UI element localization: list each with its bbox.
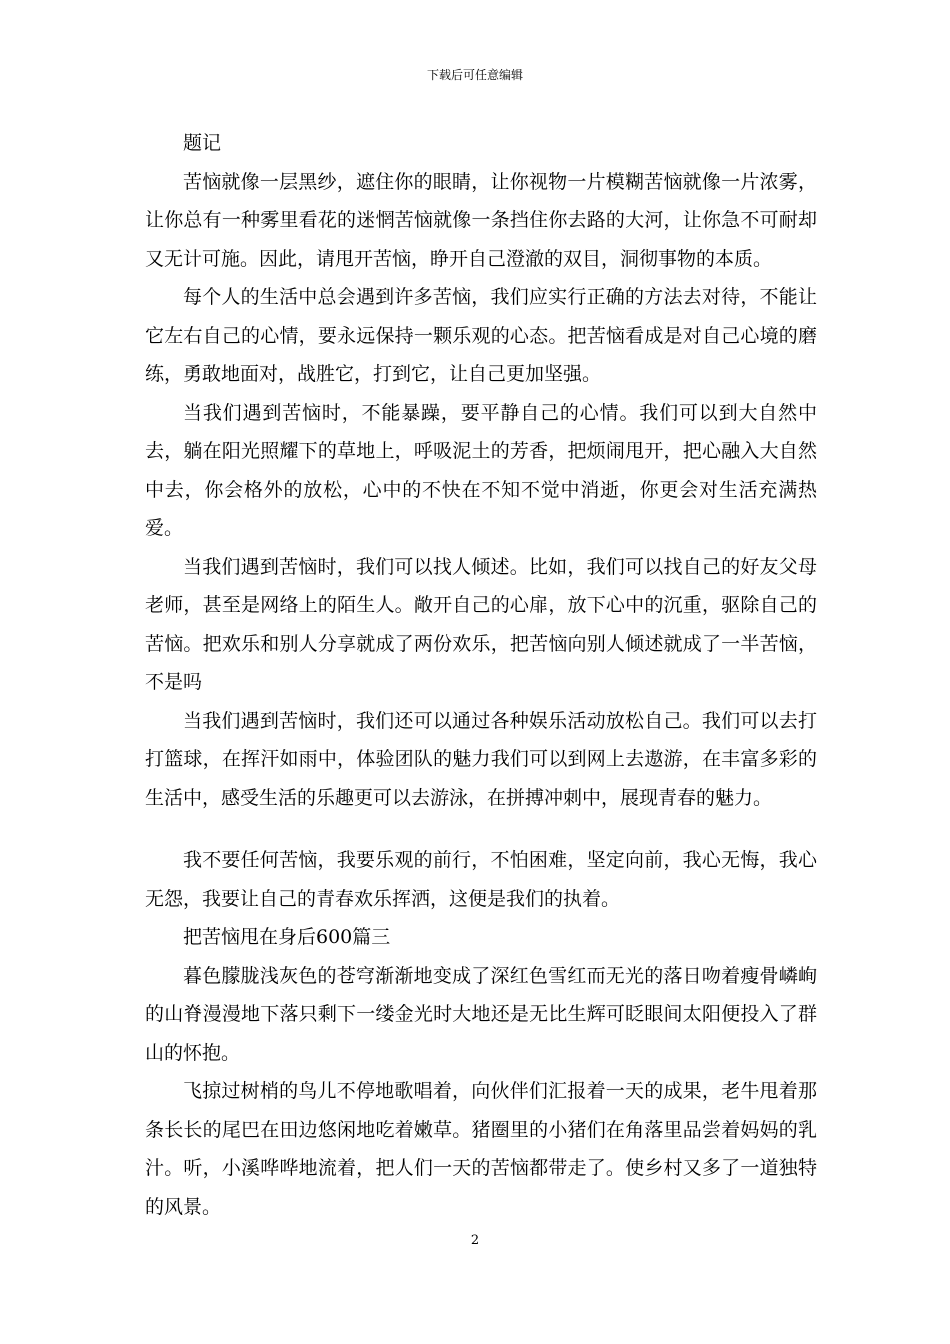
paragraph: 当我们遇到苦恼时，我们还可以通过各种娱乐活动放松自己。我们可以去打打篮球，在挥汗如雨中，体验团队的魅力我们可以到网上去遨游，在丰富多彩的生活中，感受生活的乐趣更可以去游泳，在拼搏冲刺中，展现青春的魅力。 [145,709,817,809]
paragraph-title-note: 题记 [183,132,222,154]
paragraph-spacer [145,817,817,841]
page-number: 2 [470,1233,480,1248]
paragraph: 每个人的生活中总会遇到许多苦恼，我们应实行正确的方法去对待，不能让它左右自己的心情，要永远保持一颗乐观的心态。把苦恼看成是对自己心境的磨练，勇敢地面对，战胜它，打到它，让自己更加坚强。 [145,286,817,385]
paragraph: 暮色朦胧浅灰色的苍穹渐渐地变成了深红色雪红而无光的落日吻着瘦骨嶙峋的山脊漫漫地下落只剩下一缕金光时大地还是无比生辉可眨眼间太阳便投入了群山的怀抱。 [145,964,817,1064]
section-heading: 把苦恼甩在身后600篇三 [183,926,391,948]
page-header: 下载后可任意编辑 [426,68,523,82]
paragraph: 苦恼就像一层黑纱，遮住你的眼睛，让你视物一片模糊苦恼就像一片浓雾，让你总有一种雾里看花的迷惘苦恼就像一条挡住你去路的大河，让你急不可耐却又无计可施。因此，请甩开苦恼，睁开自己澄澈的双目，洞彻事物的本质。 [145,170,817,270]
document-body [145,124,817,1226]
paragraph: 我不要任何苦恼，我要乐观的前行，不怕困难，坚定向前，我心无悔，我心无怨，我要让自己的青春欢乐挥洒，这便是我们的执着。 [145,849,817,910]
paragraph: 当我们遇到苦恼时，我们可以找人倾述。比如，我们可以找自己的好友父母老师，甚至是网络上的陌生人。敞开自己的心扉，放下心中的沉重，驱除自己的苦恼。把欢乐和别人分享就成了两份欢乐，把苦恼向别人倾述就成了一半苦恼，不是吗 [145,555,817,693]
paragraph: 飞掠过树梢的鸟儿不停地歌唱着，向伙伴们汇报着一天的成果，老牛甩着那条长长的尾巴在田边悠闲地吃着嫩草。猪圈里的小猪们在角落里品尝着妈妈的乳汁。听，小溪哗哗地流着，把人们一天的苦恼都带走了。使乡村又多了一道独特的风景。 [145,1080,817,1218]
paragraph: 当我们遇到苦恼时，不能暴躁，要平静自己的心情。我们可以到大自然中去，躺在阳光照耀下的草地上，呼吸泥土的芳香，把烦闹甩开，把心融入大自然中去，你会格外的放松，心中的不快在不知不觉中消逝，你更会对生活充满热爱。 [145,401,817,539]
